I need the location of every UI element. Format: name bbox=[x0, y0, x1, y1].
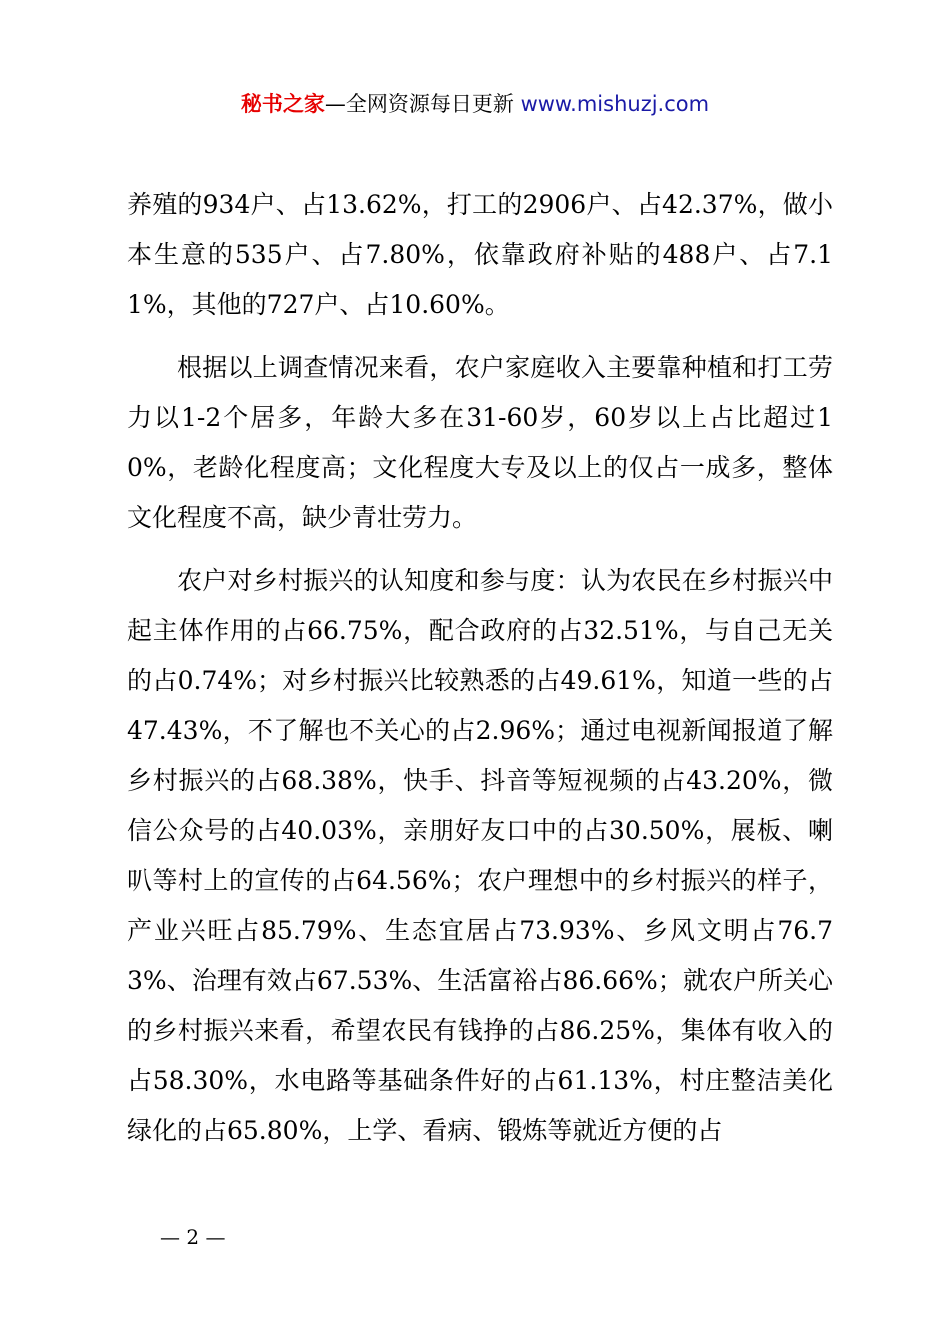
paragraph-survey-summary: 根据以上调查情况来看，农户家庭收入主要靠种植和打工劳力以1-2个居多，年龄大多在31-60岁，60岁以上占比超过10%，老龄化程度高；文化程度大专及以上的仅占一成多，整体文化程度不高，缺少青壮劳力。 bbox=[127, 353, 833, 532]
site-url-link[interactable]: www.mishuzj.com bbox=[520, 92, 710, 116]
paragraph-awareness-participation: 农户对乡村振兴的认知度和参与度：认为农民在乡村振兴中起主体作用的占66.75%，配合政府的占32.51%，与自己无关的占0.74%；对乡村振兴比较熟悉的占49.61%，知道一些的占47.43%，不了解也不关心的占2.96%；通过电视新闻报道了解乡村振兴的占68.38%，快手、抖音等短视频的占43.20%，微信公众号的占40.03%，亲朋好友口中的占30.50%，展板、喇叭等村上的宣传的占64.56%；农户理想中的乡村振兴的样子，产业兴旺占85.79%、生态宜居占73.93%、乡风文明占76.73%、治理有效占67.53%、生活富裕占86.66%；就农户所关心的乡村振兴来看，希望农民有钱挣的占86.25%，集体有收入的占58.30%，水电路等基础条件好的占61.13%，村庄整洁美化绿化的占65.80%，上学、看病、锻炼等就近方便的占 bbox=[127, 566, 833, 1145]
document-body bbox=[127, 180, 833, 1169]
paragraph-income-sources: 养殖的934户、占13.62%，打工的2906户、占42.37%，做小本生意的535户、占7.80%，依靠政府补贴的488户、占7.11%，其他的727户、占10.60%。 bbox=[127, 190, 833, 319]
page-number: — 2 — bbox=[160, 1225, 226, 1249]
header-tagline: —全网资源每日更新 bbox=[324, 92, 521, 116]
brand-name: 秘书之家 bbox=[240, 92, 325, 116]
site-header bbox=[0, 88, 950, 120]
